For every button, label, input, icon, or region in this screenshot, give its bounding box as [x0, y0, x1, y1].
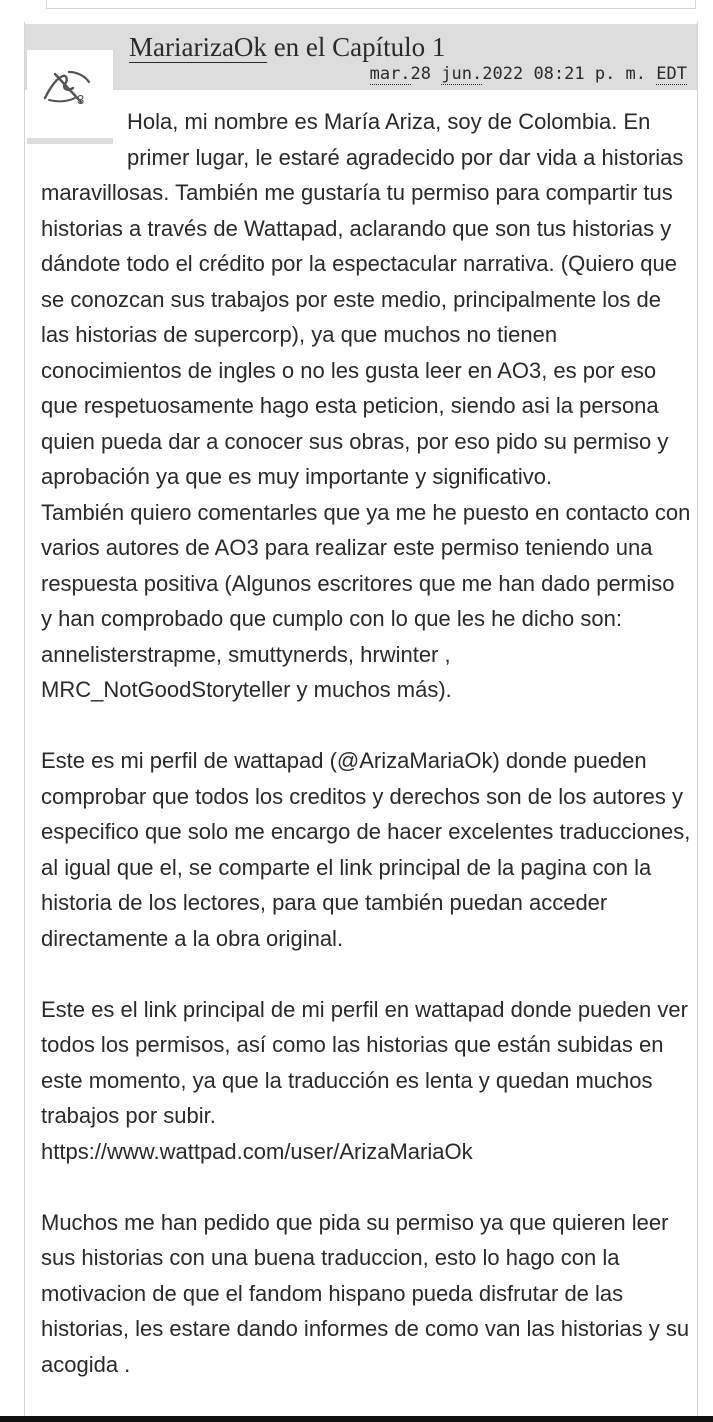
time: 08:21 p. m. — [533, 64, 647, 84]
previous-comment-box — [46, 0, 696, 9]
comment-body — [41, 104, 691, 1382]
ao3-default-avatar-icon — [41, 68, 95, 108]
svg-text:3: 3 — [77, 92, 85, 107]
profile-url: https://www.wattpad.com/user/ArizaMariaOk — [41, 1138, 473, 1164]
comment-paragraph: También quiero comentarles que ya me he puesto en contacto con varios autores de AO3 para realizar este permiso teniendo una respuesta positiva (Algunos escritores que me han dado permiso y han comprobado que cumplo con lo que les he dicho son: annelisterstrapme, smuttynerds, hrwinter , MRC_NotGoodStoryteller y muchos más). — [41, 499, 691, 702]
comment-datetime — [370, 64, 687, 84]
comment-byline — [129, 32, 445, 63]
chapter-reference: en el Capítulo 1 — [266, 32, 446, 62]
comment-paragraph: Este es el link principal de mi perfil en wattapad donde pueden ver todos los permisos, así como las historias que están subidas en este momento, ya que la traducción es lenta y quedan muchos trabajos por subir. — [41, 996, 688, 1128]
weekday: mar. — [369, 64, 411, 84]
comment-paragraph: Este es mi perfil de wattapad (@ArizaMariaOk) donde pueden comprobar que todos los creditos y derechos son de los autores y especifico que solo me encargo de hacer excelentes traducciones, al igual que el, se comparte el link principal de la pagina con la historia de los lectores, para que también puedan acceder directamente a la obra original. — [41, 748, 691, 951]
comment-thread-item — [24, 22, 698, 1422]
year: 2022 — [482, 64, 524, 84]
day: 28 — [410, 64, 432, 84]
timezone: EDT — [656, 64, 687, 84]
comment-paragraph: Muchos me han pedido que pida su permiso ya que quieren leer sus historias con una buena traduccion, esto lo hago con la motivacion de que el fandom hispano pueda disfrutar de las historias, les estare dando informes de como van las historias y su acogida . — [41, 1209, 690, 1377]
comment-heading — [25, 24, 697, 90]
bottom-divider — [0, 1416, 713, 1422]
month: jun. — [441, 64, 483, 84]
comment-paragraph: Hola, mi nombre es María Ariza, soy de Colombia. En primer lugar, le estaré agradecido por dar vida a historias maravillosas. También me gustaría tu permiso para compartir tus historias a través de Wattapad, aclarando que son tus historias y dándote todo el crédito por la espectacular narrativa. (Quiero que se conozcan sus trabajos por este medio, principalmente los de las historias de supercorp), ya que muchos no tienen conocimientos de ingles o no les gusta leer en AO3, es por eso que respetuosamente hago esta peticion, siendo asi la persona quien pueda dar a conocer sus obras, por eso pido su permiso y aprobación ya que es muy importante y significativo. — [41, 109, 684, 489]
author-link[interactable]: MariarizaOk — [129, 32, 267, 62]
